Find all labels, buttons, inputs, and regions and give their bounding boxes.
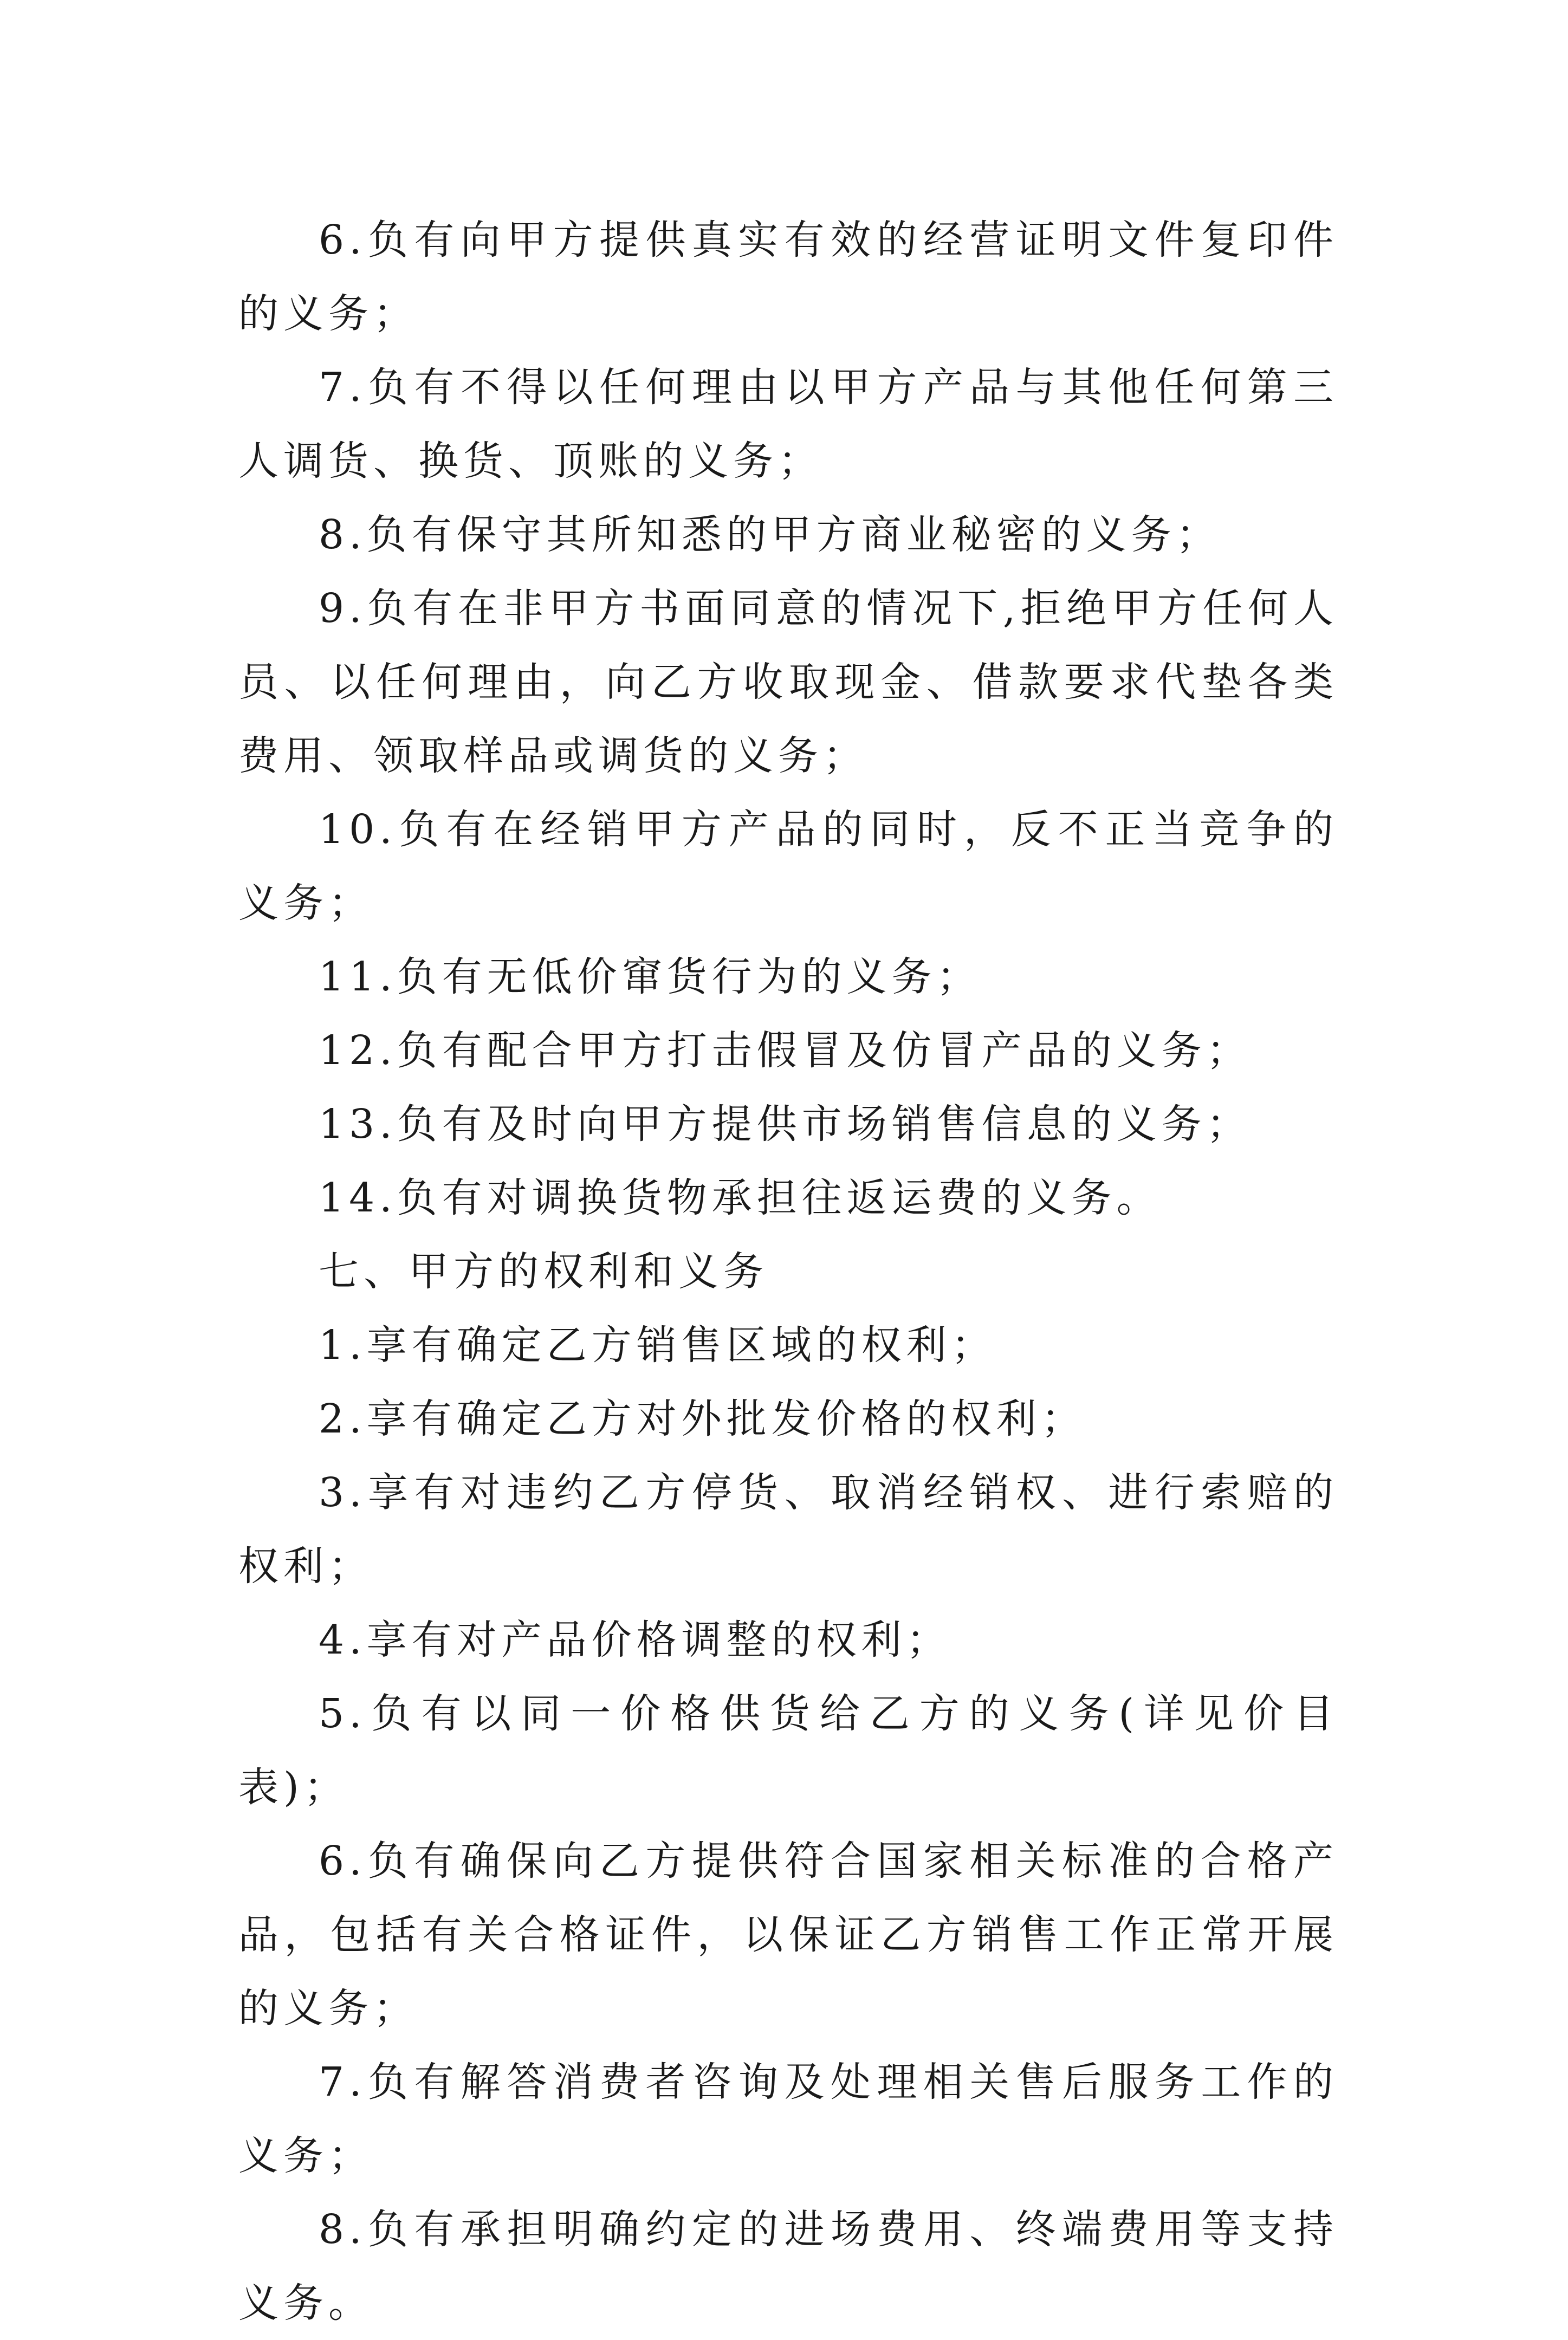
clause-a-4: 4.享有对产品价格调整的权利；: [319, 1617, 951, 1663]
clause-a-8: 8.负有承担明确约定的进场费用、终端费用等支持义务。: [238, 2206, 1338, 2326]
clause-b-9: 9.负有在非甲方书面同意的情况下,拒绝甲方任何人员、以任何理由，向乙方收取现金、借款要求代垫各类费用、领取样品或调货的义务；: [238, 585, 1338, 779]
clause-a-5: 5.负有以同一价格供货给乙方的义务(详见价目表)；: [238, 1690, 1338, 1811]
clause-b-6: 6.负有向甲方提供真实有效的经营证明文件复印件的义务；: [238, 217, 1338, 337]
clause-a-3: 3.享有对违约乙方停货、取消经销权、进行索赔的权利；: [238, 1469, 1338, 1590]
clause-a-2: 2.享有确定乙方对外批发价格的权利；: [319, 1396, 1086, 1442]
section-heading-7: 七、甲方的权利和义务: [319, 1248, 768, 1295]
clause-a-1: 1.享有确定乙方销售区域的权利；: [319, 1322, 996, 1369]
clause-b-14: 14.负有对调换货物承担往返运费的义务。: [319, 1175, 1162, 1221]
clause-a-7: 7.负有解答消费者咨询及处理相关售后服务工作的义务；: [238, 2059, 1338, 2179]
clause-b-10: 10.负有在经销甲方产品的同时，反不正当竞争的义务；: [238, 806, 1338, 926]
clause-b-13: 13.负有及时向甲方提供市场销售信息的义务；: [319, 1101, 1252, 1148]
clause-b-7: 7.负有不得以任何理由以甲方产品与其他任何第三人调货、换货、顶账的义务；: [238, 364, 1338, 484]
clause-b-11: 11.负有无低价窜货行为的义务；: [319, 954, 982, 1000]
clause-b-8: 8.负有保守其所知悉的甲方商业秘密的义务；: [319, 511, 1221, 558]
clause-b-12: 12.负有配合甲方打击假冒及仿冒产品的义务；: [319, 1027, 1252, 1074]
document-body: [238, 203, 1338, 2340]
clause-a-6: 6.负有确保向乙方提供符合国家相关标准的合格产品，包括有关合格证件，以保证乙方销售工作正常开展的义务；: [238, 1838, 1338, 2032]
